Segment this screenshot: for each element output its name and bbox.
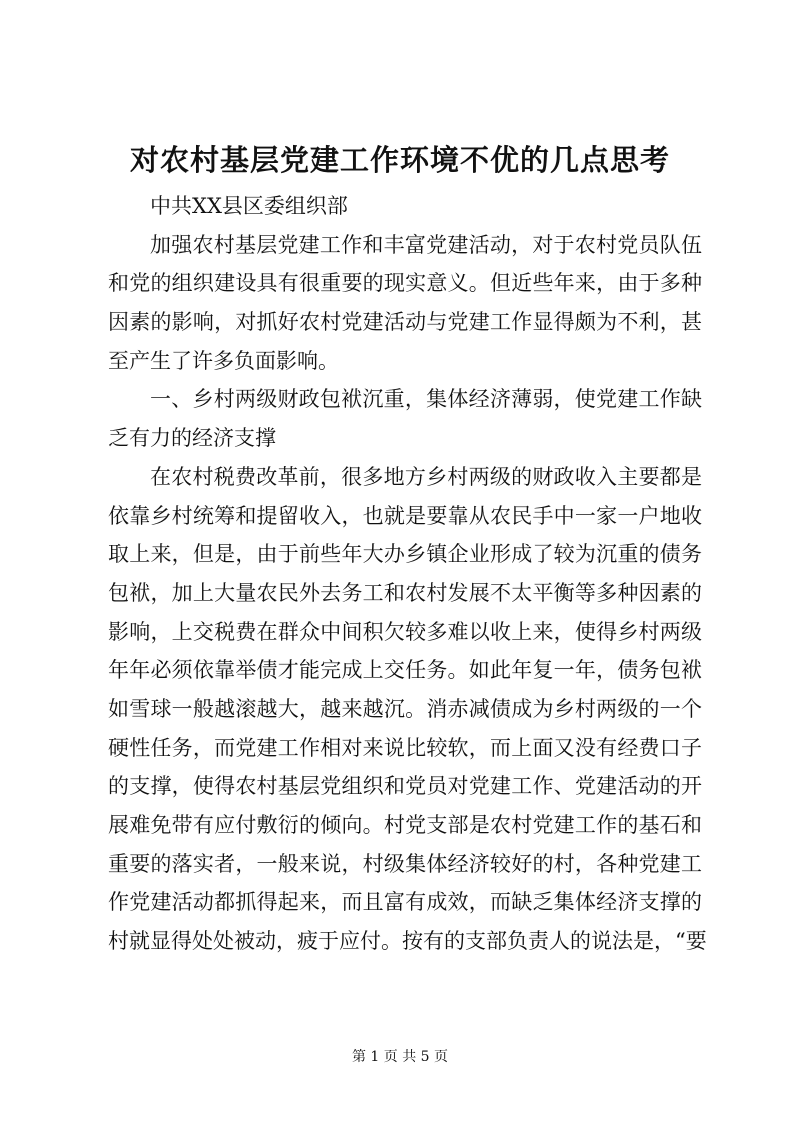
paragraph-line: 依靠乡村统筹和提留收入，也就是要靠从农民手中一家一户地收 [108, 503, 702, 528]
document-title: 对农村基层党建工作环境不优的几点思考 [129, 143, 670, 177]
paragraph-line: 和党的组织建设具有很重要的现实意义。但近些年来，由于多种 [108, 271, 702, 296]
paragraph-line: 如雪球一般越滚越大，越来越沉。消赤减债成为乡村两级的一个 [108, 696, 702, 721]
paragraph-line: 取上来，但是，由于前些年大办乡镇企业形成了较为沉重的债务 [108, 542, 702, 567]
paragraph-line: 至产生了许多负面影响。 [108, 348, 339, 373]
paragraph-line: 包袱，加上大量农民外去务工和农村发展不太平衡等多种因素的 [108, 580, 702, 605]
section-heading-line: 乏有力的经济支撑 [108, 426, 276, 451]
paragraph-line: 因素的影响，对抓好农村党建活动与党建工作显得颇为不利，甚 [108, 310, 702, 335]
paragraph-line: 加强农村基层党建工作和丰富党建活动，对于农村党员队伍 [150, 232, 702, 257]
section-heading-line: 一、乡村两级财政包袱沉重，集体经济薄弱，使党建工作缺 [150, 387, 702, 412]
paragraph-line: 展难免带有应付敷衍的倾向。村党支部是农村党建工作的基石和 [108, 813, 702, 837]
paragraph-line: 硬性任务，而党建工作相对来说比较软，而上面又没有经费口子 [108, 735, 702, 760]
author-line: 中共XX县区委组织部 [150, 194, 348, 218]
paragraph-line: 村就显得处处被动，疲于应付。按有的支部负责人的说法是，“要 [108, 929, 707, 954]
paragraph-line: 作党建活动都抓得起来，而且富有成效，而缺乏集体经济支撑的 [108, 890, 702, 915]
paragraph-line: 重要的落实者，一般来说，村级集体经济较好的村，各种党建工 [108, 851, 702, 876]
paragraph-line: 年年必须依靠举债才能完成上交任务。如此年复一年，债务包袱 [108, 658, 702, 683]
page-indicator: 第 1 页 共 5 页 [351, 1049, 449, 1065]
paragraph-line: 在农村税费改革前，很多地方乡村两级的财政收入主要都是 [150, 464, 702, 489]
paragraph-line: 的支撑，使得农村基层党组织和党员对党建工作、党建活动的开 [108, 774, 702, 799]
document-body [108, 187, 707, 961]
paragraph-line: 影响，上交税费在群众中间积欠较多难以收上来，使得乡村两级 [108, 619, 702, 644]
